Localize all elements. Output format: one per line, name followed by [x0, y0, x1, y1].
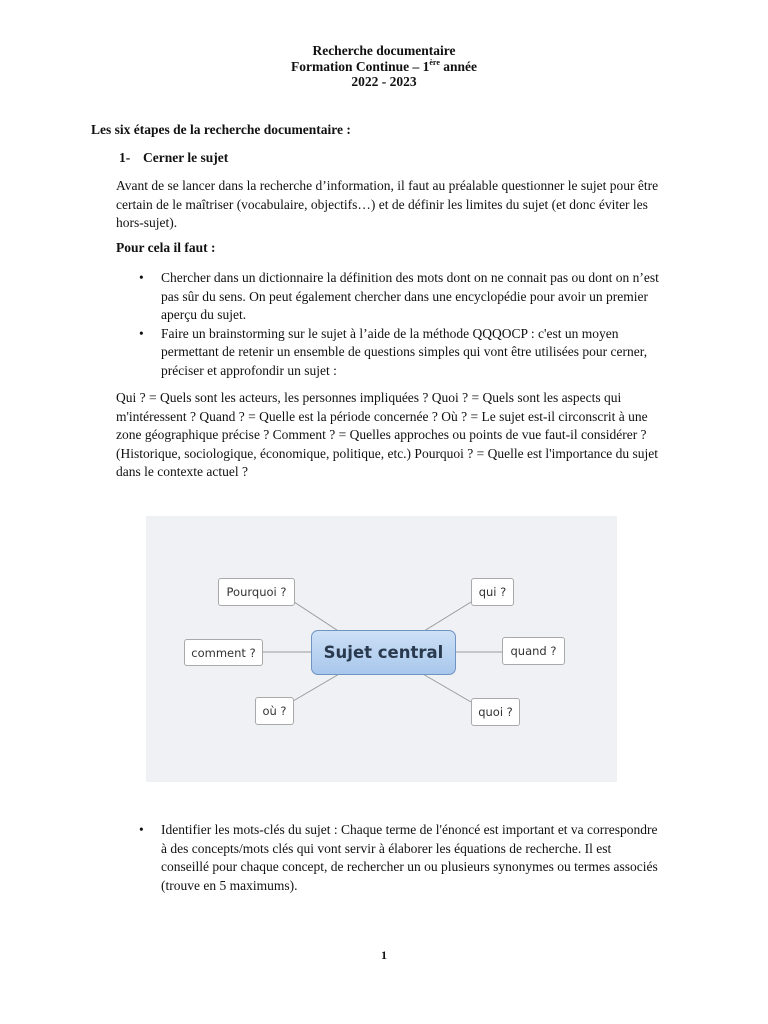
page-number: 1 [381, 948, 387, 962]
header-subtitle [0, 59, 768, 75]
node-quoi: quoi ? [471, 698, 520, 726]
node-qui: qui ? [471, 578, 514, 606]
intro-paragraph: Avant de se lancer dans la recherche d’information, il faut au préalable questionner le sujet pour être certain de le maîtriser (vocabulaire, objectifs…) et de définir les limites du sujet (et donc éviter les hors-sujet). [116, 178, 659, 230]
step-title: Cerner le sujet [143, 150, 229, 165]
step-number: 1- [119, 150, 131, 165]
subheading: Pour cela il faut : [116, 240, 216, 255]
header-subtitle-text: Formation Continue – 1 [290, 58, 430, 74]
step-heading [119, 150, 228, 166]
list-item-text: Identifier les mots-clés du sujet : Chaque terme de l'énoncé est important et va correspondre à des concepts/mots clés qui vont servir à élaborer les équations de recherche. Il est conseillé pour chaque concept, de rechercher un ou plusieurs synonymes ou termes associés (trouve en 5 maximums). [161, 822, 658, 893]
bullet-icon: • [139, 325, 144, 341]
bullet-list [120, 821, 660, 895]
node-comment: comment ? [184, 639, 263, 666]
list-item-text: Chercher dans un dictionnaire la définition des mots dont on ne connait pas ou dont on n’est pas sûr du sens. On peut également chercher dans une encyclopédie pour avoir un premier aperçu du sujet. [161, 270, 659, 322]
header-subtitle-suffix: année [439, 58, 477, 74]
bullet-icon: • [139, 822, 144, 837]
node-pourquoi: Pourquoi ? [218, 578, 295, 606]
node-ou: où ? [255, 697, 294, 725]
header-superscript: ère [429, 57, 440, 67]
questions-paragraph: Qui ? = Quels sont les acteurs, les personnes impliquées ? Quoi ? = Quels sont les aspects qui m'intéressent ? Quand ? = Quelle est la période concernée ? Où ? = Le sujet est-il circonscrit à une zone géographique précise ? Comment ? = Quelles approches ou points de vue faut-il considérer ? (Historique, sociologique, économique, politique, etc.) Pourquoi ? = Quelle est l'importance du sujet dans le contexte actuel ? [116, 390, 659, 479]
central-topic-node: Sujet central [311, 630, 456, 675]
section-title: Les six étapes de la recherche documentaire : [91, 122, 351, 137]
bullet-icon: • [139, 270, 144, 285]
header-title: Recherche documentaire [312, 43, 456, 58]
list-item [120, 821, 660, 895]
list-item [120, 269, 660, 325]
document-header [0, 43, 768, 90]
list-item-text: Faire un brainstorming sur le sujet à l’aide de la méthode QQQOCP : c'est un moyen permettant de retenir un ensemble de questions simples qui vont être utilisées pour cerner, préciser et approfondir un sujet : [161, 325, 648, 378]
header-year: 2022 - 2023 [351, 74, 417, 89]
list-item [120, 325, 660, 381]
node-quand: quand ? [502, 637, 565, 665]
mind-map-diagram [146, 516, 617, 782]
connector-ou [288, 670, 346, 704]
bullet-list [120, 269, 660, 380]
